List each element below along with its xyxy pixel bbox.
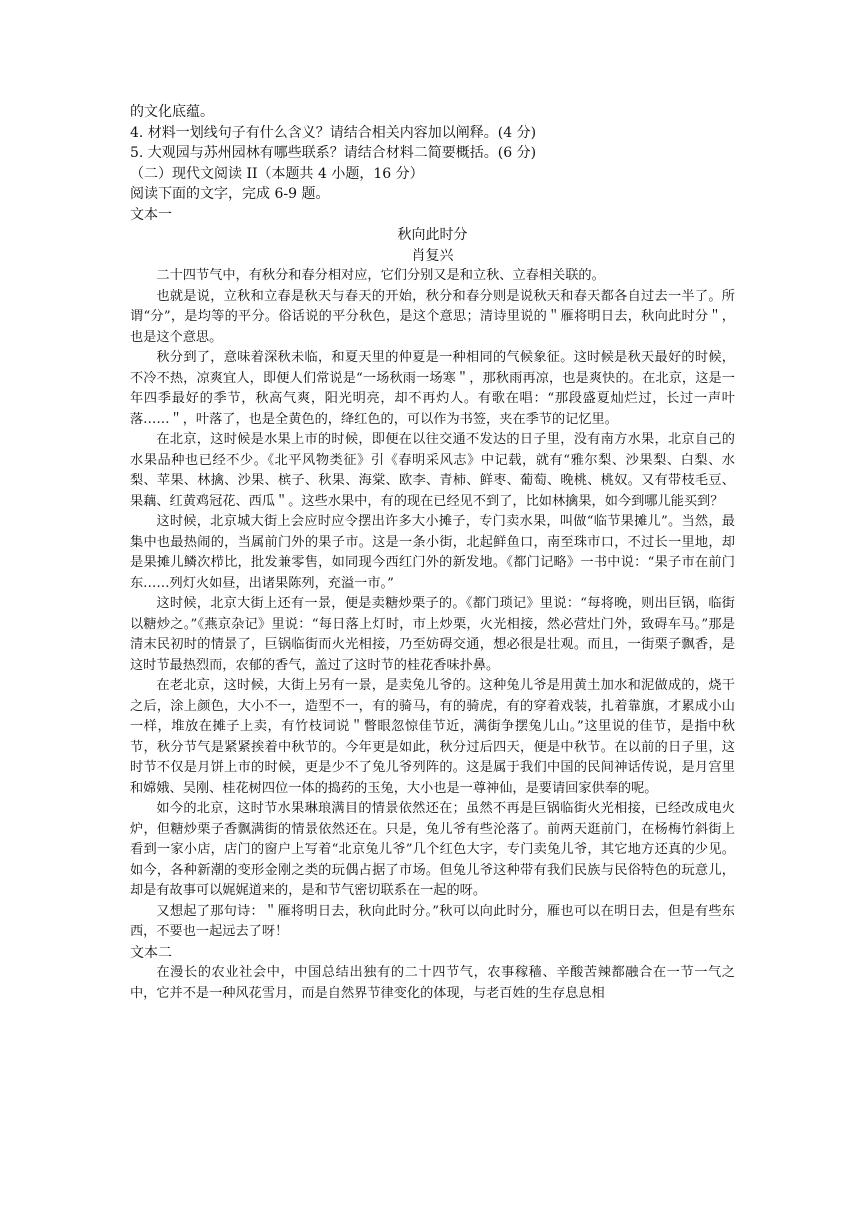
article-author: 肖复兴 [411,247,454,264]
article-title: 秋向此时分 [397,227,468,243]
article-paragraph: 在老北京，这时候，大街上另有一景，是卖兔儿爷的。这种兔儿爷是用黄土加水和泥做成的，烧干之后，涂上颜色，大小不一，造型不一，有的骑马，有的骑虎，有的穿着戏装，扎着靠旗，才累成小山一样，堆放在摊子上卖，有竹枝词说＂瞥眼忽惊佳节近，满街争摆兔儿山。”这里说的佳节，是指中秋节，秋分节气是紧紧挨着中秋节的。今年更是如此，秋分过后四天，便是中秋节。在以前的日子里，这时节不仅是月饼上市的时候，更是少不了兔儿爷列阵的。这是属于我们中国的民间神话传说，是月宫里和嫦娥、吴刚、桂花树四位一体的捣药的玉兔，大小也是一尊神仙，是要请回家供奉的呢。 [130,678,735,796]
article-paragraph: 这时候，北京城大街上会应时应令摆出许多大小摊子，专门卖水果，叫做“临节果摊儿”。当然，最集中也最热闹的，当属前门外的果子市。这是一条小街，北起鲜鱼口，南至珠市口，不过长一里地，却是果摊儿鳞次栉比，批发兼零售，如同现今西红门外的新发地。《都门记略》一书中说：“果子市在前门东……列灯火如昼，出诸果陈列，充溢一市。” [130,514,735,591]
article-paragraph: 这时候，北京大街上还有一景，便是卖糖炒栗子的。《都门琐记》里说：“每将晚，则出巨锅，临街以糖炒之。”《燕京杂记》里说：“每日落上灯时，市上炒栗，火光相接，然必营灶门外，致碍车马。”那是清末民初时的情景了，巨锅临街而火光相接，乃至妨碍交通，想必很是壮观。而且，一街栗子飘香，是这时节最热烈而，农郁的香气，盖过了这时节的桂花香味扑鼻。 [130,596,735,673]
article-paragraph: 秋分到了，意味着深秋未临，和夏天里的仲夏是一种相同的气候象征。这时候是秋天最好的时候，不冷不热，凉爽宜人，即便人们常说是“一场秋雨一场寒＂，那秋雨再凉，也是爽快的。在北京，这是一年四季最好的季节，秋高气爽，阳光明亮，却不再灼人。有歌在唱：“那段盛夏灿烂过，长过一声叶落……＂，叶落了，也是全黄色的，绛红色的，可以作为书签，夹在季节的记忆里。 [130,350,735,427]
article-paragraph: 在北京，这时候是水果上市的时候，即便在以往交通不发达的日子里，没有南方水果，北京自己的水果品种也已经不少。《北平风物类征》引《春明采风志》中记载，就有“雅尔梨、沙果梨、白梨、水梨、苹果、林擒、沙果、槟子、秋果、海棠、欧李、青柿、鲜枣、葡萄、晚桃、桃奴。又有带枝毛豆、果藕、红黄鸡冠花、西瓜＂。这些水果中，有的现在已经见不到了，比如林擒果，如今到哪儿能买到？ [130,432,735,509]
text2-label: 文本二 [130,944,172,961]
article-paragraph: 二十四节气中，有秋分和春分相对应，它们分别又是和立秋、立春相关联的。 [156,268,605,283]
question-4: 4. 材料一划线句子有什么含义？请结合相关内容加以阐释。(4 分) [130,124,537,141]
text-line: 的文化底蕴。 [130,104,214,120]
reading-instruction: 阅读下面的文字，完成 6-9 题。 [130,186,330,202]
text1-label: 文本一 [130,206,172,223]
article-paragraph: 又想起了那句诗：＂雁将明日去，秋向此时分。”秋可以向此时分，雁也可以在明日去，但是有些东西，不要也一起远去了呀！ [130,903,735,939]
article-paragraph: 也就是说，立秋和立春是秋天与春天的开始，秋分和春分则是说秋天和春天都各自过去一半了。所谓“分”，是均等的平分。俗话说的平分秋色，是这个意思；清诗里说的＂雁将明日去，秋向此时分＂，也是这个意思。 [130,288,735,345]
document-page [130,102,735,1004]
section-heading: （二）现代文阅读 II（本题共 4 小题，16 分） [130,165,424,182]
text2-paragraph: 在漫长的农业社会中，中国总结出独有的二十四节气，农事稼穑、辛酸苦辣都融合在一节一气之中，它并不是一种风花雪月，而是自然界节律变化的体现，与老百姓的生存息息相 [130,965,735,1001]
question-5: 5. 大观园与苏州园林有哪些联系？请结合材料二简要概括。(6 分) [130,145,537,161]
article-paragraph: 如今的北京，这时节水果琳琅满目的情景依然还在；虽然不再是巨锅临街火光相接，已经改成电火炉，但糖炒栗子香飘满街的情景依然还在。只是，兔儿爷有些沦落了。前两天逛前门，在杨梅竹斜街上看到一家小店，店门的窗户上写着“北京兔儿爷”几个红色大字，专门卖兔儿爷，其它地方还真的少见。如今，各种新潮的变形金刚之类的玩偶占据了市场。但兔儿爷这种带有我们民族与民俗特色的玩意儿，却是有故事可以娓娓道来的，是和节气密切联系在一起的呀。 [130,801,735,898]
